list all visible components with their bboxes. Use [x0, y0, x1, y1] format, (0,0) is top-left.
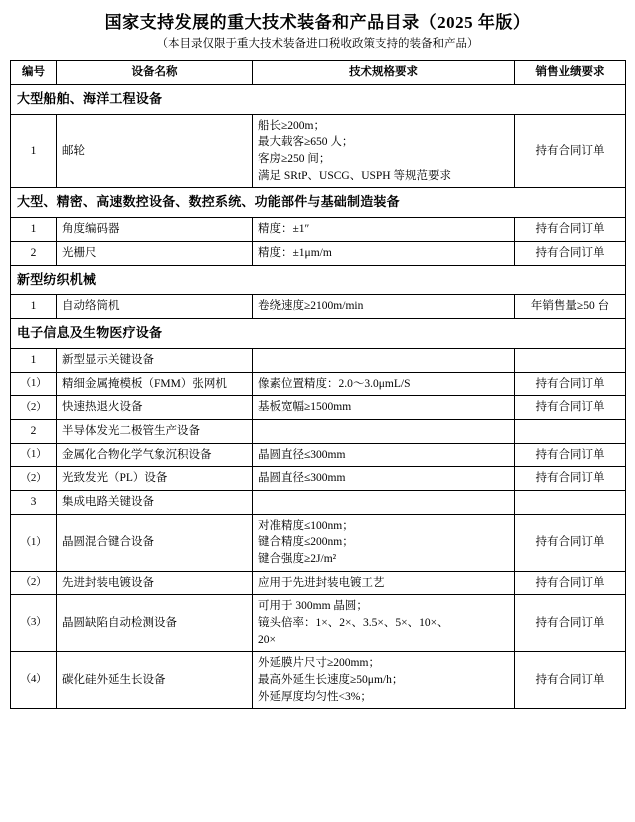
sales-requirement: 持有合同订单 — [515, 514, 626, 571]
spec-line: 客房≥250 间； — [258, 153, 331, 166]
row-number: （2） — [11, 571, 57, 595]
spec-requirements — [253, 372, 515, 396]
spec-requirements — [253, 652, 515, 709]
spec-requirements — [253, 114, 515, 188]
spec-requirements — [253, 595, 515, 652]
equipment-name: 光致发光（PL）设备 — [57, 467, 253, 491]
spec-line: 键合强度≥2J/m² — [258, 552, 337, 565]
spec-requirements — [253, 467, 515, 491]
table-row — [11, 652, 626, 709]
sales-requirement: 持有合同订单 — [515, 241, 626, 265]
spec-line: 外延厚度均匀性<3%； — [258, 690, 372, 703]
page-subtitle: （本目录仅限于重大技术装备进口税收政策支持的装备和产品） — [156, 38, 479, 51]
equipment-name: 新型显示关键设备 — [57, 348, 253, 372]
spec-line: 精度：±1″ — [258, 223, 310, 236]
equipment-name: 半导体发光二极管生产设备 — [57, 419, 253, 443]
sales-requirement: 持有合同订单 — [515, 652, 626, 709]
row-number: （1） — [11, 372, 57, 396]
sales-requirement: 持有合同订单 — [515, 467, 626, 491]
spec-requirements — [253, 241, 515, 265]
spec-line: 可用于 300mm 晶圆； — [258, 600, 368, 613]
table-row — [11, 490, 626, 514]
spec-requirements — [253, 514, 515, 571]
spec-requirements — [253, 419, 515, 443]
table-body — [11, 84, 626, 709]
spec-line: 最大载客≥650 人； — [258, 136, 354, 149]
column-header-sales: 销售业绩要求 — [515, 61, 626, 85]
table-row — [11, 571, 626, 595]
table-header-row — [11, 61, 626, 85]
table-row — [11, 514, 626, 571]
table-row — [11, 419, 626, 443]
spec-line: 20× — [258, 633, 276, 646]
sales-requirement: 持有合同订单 — [515, 372, 626, 396]
sales-requirement — [515, 490, 626, 514]
section-row — [11, 188, 626, 218]
table-row — [11, 595, 626, 652]
spec-line: 应用于先进封装电镀工艺 — [258, 576, 385, 589]
table-row — [11, 348, 626, 372]
spec-requirements — [253, 295, 515, 319]
section-title: 大型、精密、高速数控设备、数控系统、功能部件与基础制造装备 — [11, 188, 626, 218]
section-row — [11, 319, 626, 349]
table-row — [11, 396, 626, 420]
spec-requirements — [253, 490, 515, 514]
spec-line: 像素位置精度：2.0～3.0μmL/S — [258, 377, 411, 390]
column-header-spec: 技术规格要求 — [253, 61, 515, 85]
equipment-name: 碳化硅外延生长设备 — [57, 652, 253, 709]
row-number: （2） — [11, 396, 57, 420]
equipment-name: 邮轮 — [57, 114, 253, 188]
row-number: （3） — [11, 595, 57, 652]
sales-requirement — [515, 348, 626, 372]
table-row — [11, 114, 626, 188]
sales-requirement: 持有合同订单 — [515, 396, 626, 420]
table-row — [11, 467, 626, 491]
spec-requirements — [253, 443, 515, 467]
spec-requirements — [253, 218, 515, 242]
sales-requirement: 持有合同订单 — [515, 218, 626, 242]
sales-requirement: 持有合同订单 — [515, 595, 626, 652]
spec-line: 外延膜片尺寸≥200mm； — [258, 657, 380, 670]
sales-requirement — [515, 419, 626, 443]
table-header — [11, 61, 626, 85]
table-row — [11, 372, 626, 396]
equipment-name: 光栅尺 — [57, 241, 253, 265]
spec-line: 对准精度≤100nm； — [258, 519, 354, 532]
equipment-name: 快速热退火设备 — [57, 396, 253, 420]
equipment-name: 晶圆混合键合设备 — [57, 514, 253, 571]
spec-requirements — [253, 396, 515, 420]
spec-line: 基板宽幅≥1500mm — [258, 401, 352, 414]
row-number: 1 — [11, 114, 57, 188]
sales-requirement: 持有合同订单 — [515, 114, 626, 188]
section-title: 电子信息及生物医疗设备 — [11, 319, 626, 349]
row-number: （4） — [11, 652, 57, 709]
equipment-name: 先进封装电镀设备 — [57, 571, 253, 595]
spec-line: 晶圆直径≤300mm — [258, 448, 346, 461]
spec-requirements — [253, 348, 515, 372]
spec-line: 船长≥200m； — [258, 119, 326, 132]
spec-line: 精度：±1μm/m — [258, 246, 332, 259]
spec-line: 晶圆直径≤300mm — [258, 472, 346, 485]
row-number: 3 — [11, 490, 57, 514]
section-title: 大型船舶、海洋工程设备 — [11, 84, 626, 114]
section-row — [11, 84, 626, 114]
column-header-name: 设备名称 — [57, 61, 253, 85]
row-number: （1） — [11, 443, 57, 467]
row-number: 1 — [11, 218, 57, 242]
sales-requirement: 持有合同订单 — [515, 443, 626, 467]
table-row — [11, 295, 626, 319]
column-header-no: 编号 — [11, 61, 57, 85]
spec-line: 最高外延生长速度≥50μm/h； — [258, 674, 404, 687]
spec-line: 卷绕速度≥2100m/min — [258, 300, 364, 313]
row-number: 1 — [11, 348, 57, 372]
spec-line: 键合精度≤200nm； — [258, 536, 354, 549]
table-row — [11, 218, 626, 242]
section-title: 新型纺织机械 — [11, 265, 626, 295]
row-number: 2 — [11, 419, 57, 443]
page-title: 国家支持发展的重大技术装备和产品目录（2025 年版） — [104, 13, 531, 32]
spec-requirements — [253, 571, 515, 595]
table-row — [11, 241, 626, 265]
sales-requirement: 年销售量≥50 台 — [515, 295, 626, 319]
equipment-name: 精细金属掩模板（FMM）张网机 — [57, 372, 253, 396]
row-number: （2） — [11, 467, 57, 491]
spec-line: 满足 SRtP、USCG、USPH 等规范要求 — [258, 169, 451, 182]
spec-line: 镜头倍率：1×、2×、3.5×、5×、10×、 — [258, 617, 449, 629]
equipment-name: 金属化合物化学气象沉积设备 — [57, 443, 253, 467]
row-number: 1 — [11, 295, 57, 319]
equipment-name: 自动络筒机 — [57, 295, 253, 319]
row-number: 2 — [11, 241, 57, 265]
equipment-name: 角度编码器 — [57, 218, 253, 242]
section-row — [11, 265, 626, 295]
table-row — [11, 443, 626, 467]
equipment-name: 晶圆缺陷自动检测设备 — [57, 595, 253, 652]
row-number: （1） — [11, 514, 57, 571]
equipment-name: 集成电路关键设备 — [57, 490, 253, 514]
catalog-table — [10, 60, 626, 709]
sales-requirement: 持有合同订单 — [515, 571, 626, 595]
